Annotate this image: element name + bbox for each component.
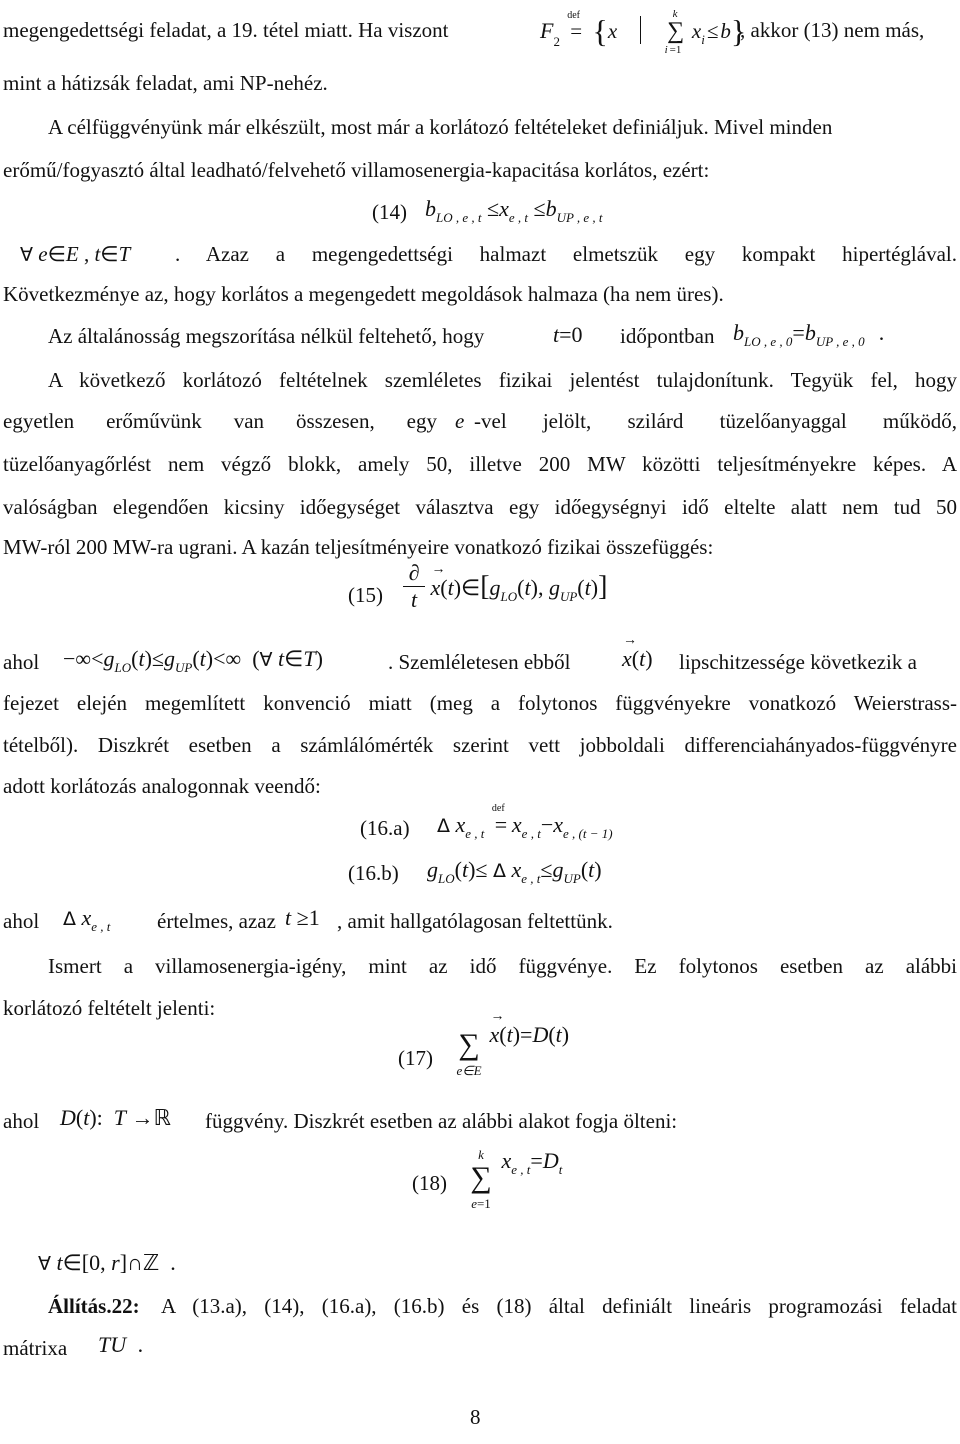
text-line-22: Ismert a villamosenergia-igény, mint az idő függvénye. Ez folytonos esetben az alábbi <box>48 954 957 978</box>
symbol-e: e <box>455 409 465 433</box>
text-line-10b: -vel jelölt, szilárd tüzelőanyaggal működő, <box>474 409 957 433</box>
formula-18: k ∑ e=1 $x_{e , t}=D_t$ <box>470 1147 563 1211</box>
text-line-2: mint a hátizsák feladat, ami NP-nehéz. <box>3 71 328 95</box>
formula-t-in-interval: ∀ t∈[0, r]∩ℤ . <box>38 1250 176 1275</box>
equation-number-17: (17) <box>398 1046 433 1070</box>
text-line-18: adott korlátozás analogonnak veendő: <box>3 774 321 798</box>
formula-16a: Δ $x_{e , t}$ def = $x_{e , t}-x_{e , (t - 1)}$ <box>437 803 613 841</box>
equation-number-16b: (16.b) <box>348 861 399 885</box>
page-number: 8 <box>470 1405 481 1429</box>
text-line-7: Következménye az, hogy korlátos a megengedett megoldások halmaza (ha nem üres). <box>3 282 724 306</box>
text-line-28: A (13.a), (14), (16.a), (16.b) és (18) által definiált lineáris programozási feladat <box>161 1294 957 1318</box>
formula-14: $b_{LO , e , t} \le x_{e , t} \le b_{UP , e , t}$ <box>425 196 603 225</box>
equation-number-18: (18) <box>412 1171 447 1195</box>
formula-forall-e-t: ∀ e∈E , t∈T <box>20 242 131 266</box>
text-line-6: . Azaz a megengedettségi halmazt elmetszük egy kompakt hipertéglával. <box>175 242 957 266</box>
equation-number-14: (14) <box>372 200 407 224</box>
formula-17: ∑ e∈E x → (t)=D(t) <box>456 1009 570 1078</box>
equation-number-16a: (16.a) <box>360 816 410 840</box>
text-line-29: mátrixa <box>3 1336 68 1360</box>
text-line-15a: ahol <box>3 650 40 674</box>
formula-d-function: D(t): T →ℝ <box>60 1105 171 1130</box>
text-line-25a: ahol <box>3 1109 40 1133</box>
text-line-9: A következő korlátozó feltételnek szemléletes fizikai jelentést tulajdonítunk. Tegyük fel, hogy <box>48 368 957 392</box>
text-line-16: fejezet elején megemlített konvenció miatt (meg a folytonos függvényekre vonatkozó Weierstrass- <box>3 691 957 715</box>
text-line-12: valóságban elegendően kicsiny időegységet választva egy időegységnyi idő eltelte alatt nem tud 50 <box>3 495 957 519</box>
formula-16b: $g_{LO}(t)\le \Delta$ $x_{e , t}\le g_{UP}(t)$ <box>427 857 602 886</box>
formula-x-of-t: x → (t) <box>622 633 653 671</box>
formula-g-bounds: $-\infty<g_{LO}(t)\le g_{UP}(t)<\infty$ (∀ t∈T) <box>63 646 323 675</box>
formula-tu: TU . <box>98 1332 144 1357</box>
formula-t-geq-1: t ≥1 <box>285 905 320 930</box>
text-line-8a: Az általánosság megszorítása nélkül feltehető, hogy <box>48 324 485 348</box>
formula-15: ∂ t x → $(t)\in[g_{LO}(t)$, $g_{UP}(t)$] <box>403 566 607 615</box>
text-line-25b: függvény. Diszkrét esetben az alábbi alakot fogja ölteni: <box>205 1109 678 1133</box>
formula-delta-x: Δ $x_{e , t}$ <box>63 905 111 934</box>
formula-f2-definition: $F_2$ def = {x k ∑ i =1 $x_i\le b$} <box>540 8 747 56</box>
text-line-13: MW-ról 200 MW-ra ugrani. A kazán teljesítményeire vonatkozó fizikai összefüggés: <box>3 535 714 559</box>
statement-label: Állítás.22: <box>48 1294 140 1318</box>
text-line-21b: értelmes, azaz <box>157 909 276 933</box>
text-line-8b: időpontban <box>620 324 715 348</box>
text-line-1b: , akkor (13) nem más, <box>740 18 925 42</box>
text-line-11: tüzelőanyagőrlést nem végző blokk, amely 50, illetve 200 MW közötti teljesítményekre képes. A <box>3 452 957 476</box>
text-line-1a: megengedettségi feladat, a 19. tétel miatt. Ha viszont <box>3 18 449 42</box>
text-line-10a: egyetlen erőművünk van összesen, egy <box>3 409 437 433</box>
text-line-3: A célfüggvényünk már elkészült, most már a korlátozó feltételeket definiáljuk. Mivel minden <box>48 115 833 139</box>
text-line-21c: , amit hallgatólagosan feltettünk. <box>337 909 613 933</box>
formula-t-equals-0: t=0 <box>553 322 583 347</box>
text-line-4: erőmű/fogyasztó által leadható/felvehető villamosenergia-kapacitása korlátos, ezért: <box>3 158 710 182</box>
text-line-15c: lipschitzessége következik a <box>679 650 917 674</box>
text-line-17: tételből). Diszkrét esetben a számlálómérték szerint vett jobboldali differenciahányados-függvényre <box>3 733 957 757</box>
text-line-15b: . Szemléletesen ebből <box>388 650 571 674</box>
text-line-23: korlátozó feltételt jelenti: <box>3 996 216 1020</box>
text-line-21a: ahol <box>3 909 40 933</box>
equation-number-15: (15) <box>348 583 383 607</box>
formula-b-lo-equals-b-up: $b_{LO , e , 0}=b_{UP , e , 0}$ . <box>733 320 885 349</box>
